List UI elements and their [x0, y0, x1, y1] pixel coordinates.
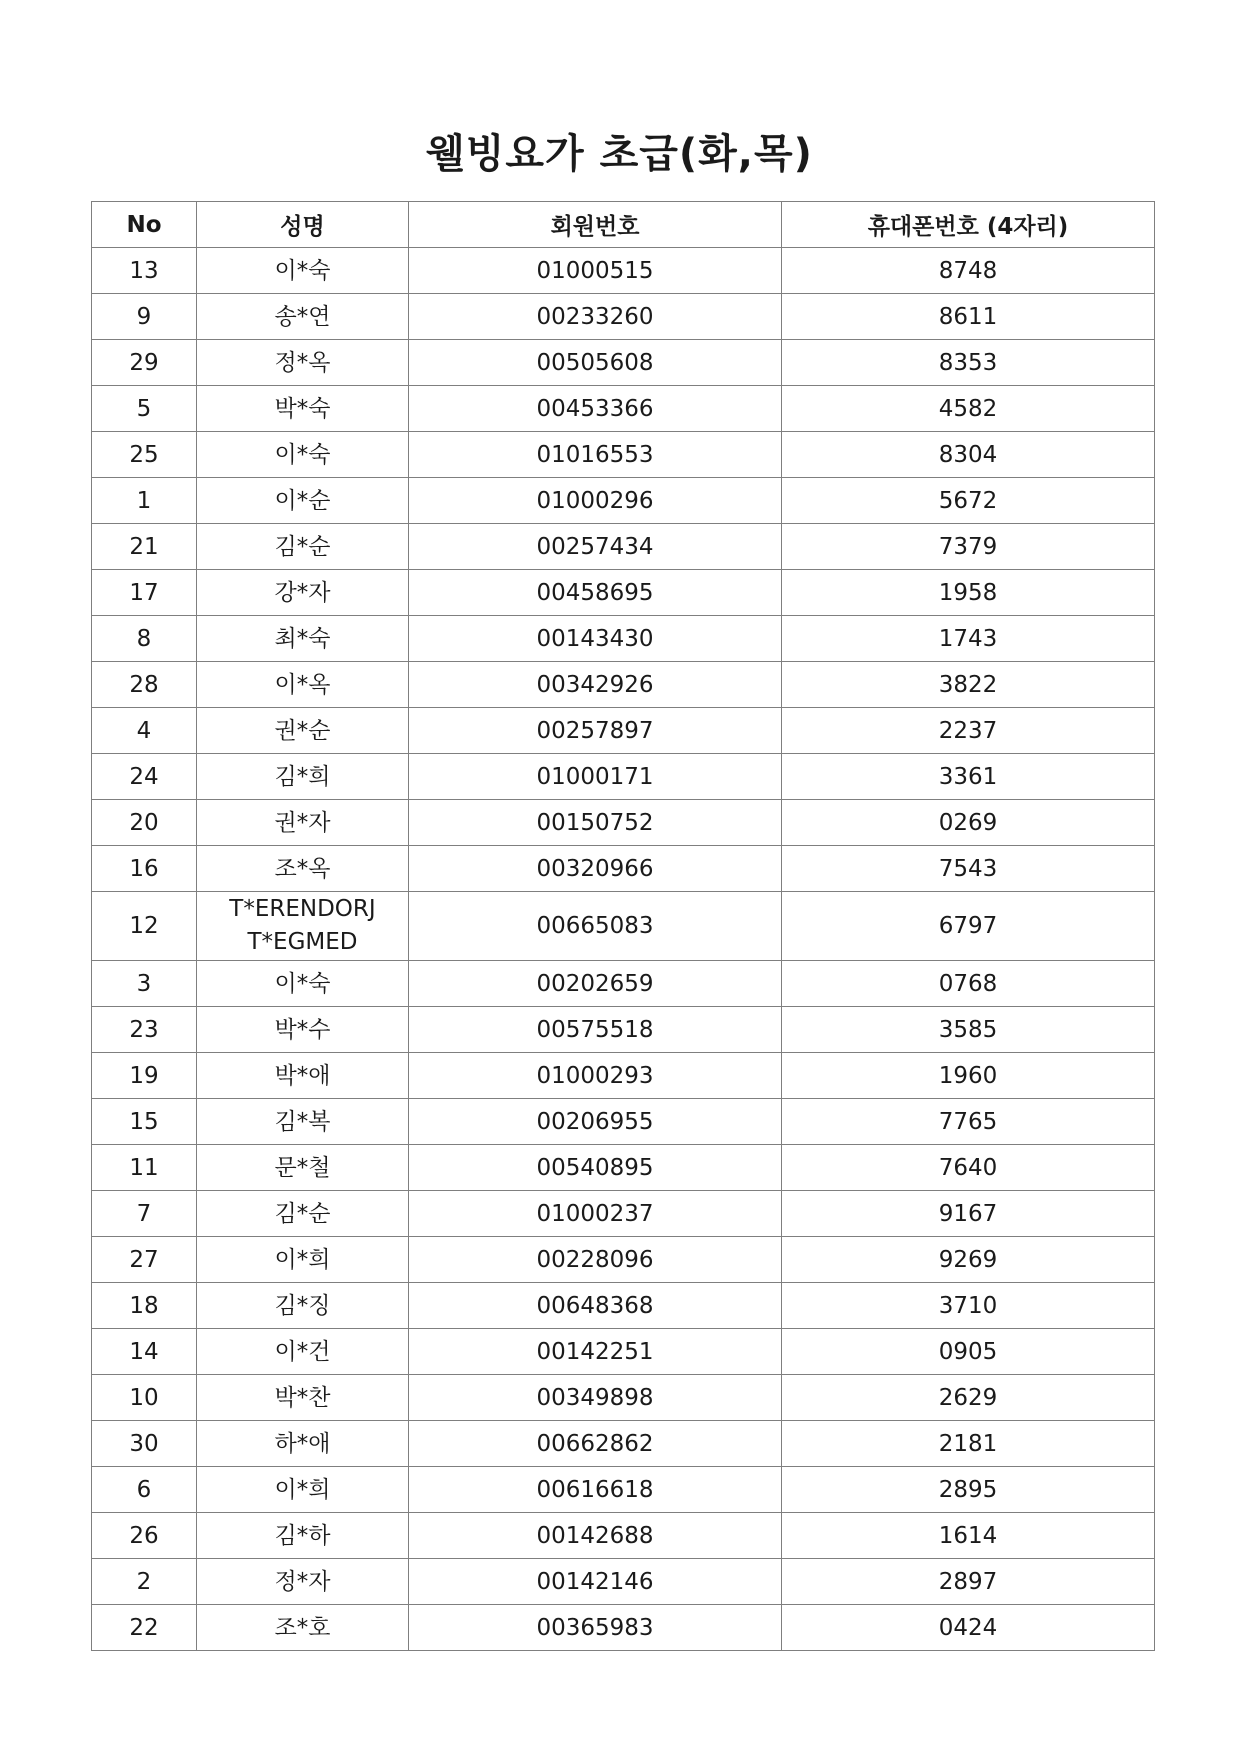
- member-name: 최*숙: [197, 616, 409, 662]
- row-no: 25: [92, 432, 197, 478]
- phone-last4: 3710: [782, 1283, 1155, 1329]
- row-no: 14: [92, 1329, 197, 1375]
- row-no: 26: [92, 1513, 197, 1559]
- row-no: 7: [92, 1191, 197, 1237]
- table-row: [92, 1375, 1155, 1421]
- member-name: 권*자: [197, 800, 409, 846]
- member-name: 정*자: [197, 1559, 409, 1605]
- row-no: 28: [92, 662, 197, 708]
- table-row: [92, 800, 1155, 846]
- table-row: [92, 1053, 1155, 1099]
- phone-last4: 9167: [782, 1191, 1155, 1237]
- member-name: 송*연: [197, 294, 409, 340]
- member-name: 이*희: [197, 1237, 409, 1283]
- member-name: 김*복: [197, 1099, 409, 1145]
- header-name: 성명: [197, 202, 409, 248]
- member-number: 00233260: [409, 294, 782, 340]
- row-no: 20: [92, 800, 197, 846]
- member-number: 00349898: [409, 1375, 782, 1421]
- phone-last4: 2181: [782, 1421, 1155, 1467]
- phone-last4: 2237: [782, 708, 1155, 754]
- member-name: 권*순: [197, 708, 409, 754]
- table-row: [92, 1145, 1155, 1191]
- member-name: 이*희: [197, 1467, 409, 1513]
- phone-last4: 2895: [782, 1467, 1155, 1513]
- member-number: 00142688: [409, 1513, 782, 1559]
- table-row: [92, 1191, 1155, 1237]
- table-row: [92, 1007, 1155, 1053]
- member-number: 00616618: [409, 1467, 782, 1513]
- row-no: 1: [92, 478, 197, 524]
- phone-last4: 6797: [782, 892, 1155, 961]
- row-no: 27: [92, 1237, 197, 1283]
- row-no: 4: [92, 708, 197, 754]
- member-name: 김*징: [197, 1283, 409, 1329]
- member-name: 이*건: [197, 1329, 409, 1375]
- table-row: [92, 524, 1155, 570]
- member-name: 이*숙: [197, 961, 409, 1007]
- member-name: 이*옥: [197, 662, 409, 708]
- row-no: 15: [92, 1099, 197, 1145]
- table-row: [92, 478, 1155, 524]
- member-name: 하*애: [197, 1421, 409, 1467]
- member-name: 김*순: [197, 524, 409, 570]
- table-row: [92, 1559, 1155, 1605]
- phone-last4: 1614: [782, 1513, 1155, 1559]
- row-no: 5: [92, 386, 197, 432]
- member-number: 00150752: [409, 800, 782, 846]
- member-number: 00257897: [409, 708, 782, 754]
- row-no: 11: [92, 1145, 197, 1191]
- member-number: 00202659: [409, 961, 782, 1007]
- table-row: [92, 754, 1155, 800]
- member-number: 00505608: [409, 340, 782, 386]
- member-name: 정*옥: [197, 340, 409, 386]
- row-no: 23: [92, 1007, 197, 1053]
- member-number: 00143430: [409, 616, 782, 662]
- member-name: 조*옥: [197, 846, 409, 892]
- member-number: 01000171: [409, 754, 782, 800]
- row-no: 3: [92, 961, 197, 1007]
- table-row: [92, 570, 1155, 616]
- roster-body: [92, 248, 1155, 1651]
- row-no: 12: [92, 892, 197, 961]
- table-row: [92, 662, 1155, 708]
- member-name: 김*하: [197, 1513, 409, 1559]
- phone-last4: 0905: [782, 1329, 1155, 1375]
- row-no: 10: [92, 1375, 197, 1421]
- table-row: [92, 846, 1155, 892]
- phone-last4: 0269: [782, 800, 1155, 846]
- phone-last4: 8353: [782, 340, 1155, 386]
- row-no: 29: [92, 340, 197, 386]
- row-no: 19: [92, 1053, 197, 1099]
- member-number: 01000296: [409, 478, 782, 524]
- row-no: 16: [92, 846, 197, 892]
- phone-last4: 8611: [782, 294, 1155, 340]
- table-row: [92, 294, 1155, 340]
- member-number: 00320966: [409, 846, 782, 892]
- phone-last4: 7543: [782, 846, 1155, 892]
- phone-last4: 0424: [782, 1605, 1155, 1651]
- header-member-number: 회원번호: [409, 202, 782, 248]
- phone-last4: 1958: [782, 570, 1155, 616]
- phone-last4: 8304: [782, 432, 1155, 478]
- table-row: [92, 1329, 1155, 1375]
- member-number: 00648368: [409, 1283, 782, 1329]
- phone-last4: 3822: [782, 662, 1155, 708]
- member-number: 00665083: [409, 892, 782, 961]
- member-name: 박*찬: [197, 1375, 409, 1421]
- table-row: [92, 248, 1155, 294]
- header-phone-last4: 휴대폰번호 (4자리): [782, 202, 1155, 248]
- member-number: 01000293: [409, 1053, 782, 1099]
- header-row: [92, 202, 1155, 248]
- member-number: 00365983: [409, 1605, 782, 1651]
- header-no: No: [92, 202, 197, 248]
- row-no: 30: [92, 1421, 197, 1467]
- member-name: 이*숙: [197, 248, 409, 294]
- member-number: 00257434: [409, 524, 782, 570]
- row-no: 24: [92, 754, 197, 800]
- member-name: 박*수: [197, 1007, 409, 1053]
- row-no: 17: [92, 570, 197, 616]
- member-name: 박*숙: [197, 386, 409, 432]
- phone-last4: 1743: [782, 616, 1155, 662]
- table-row: [92, 340, 1155, 386]
- phone-last4: 0768: [782, 961, 1155, 1007]
- member-number: 00575518: [409, 1007, 782, 1053]
- table-row: [92, 892, 1155, 961]
- table-row: [92, 1605, 1155, 1651]
- member-number: 00540895: [409, 1145, 782, 1191]
- phone-last4: 9269: [782, 1237, 1155, 1283]
- phone-last4: 7640: [782, 1145, 1155, 1191]
- member-number: 01000515: [409, 248, 782, 294]
- member-name: T*ERENDORJ T*EGMED: [197, 892, 409, 961]
- row-no: 18: [92, 1283, 197, 1329]
- member-number: 01000237: [409, 1191, 782, 1237]
- table-row: [92, 1513, 1155, 1559]
- page-title: 웰빙요가 초급(화,목): [426, 131, 813, 177]
- member-number: 00453366: [409, 386, 782, 432]
- phone-last4: 5672: [782, 478, 1155, 524]
- phone-last4: 7765: [782, 1099, 1155, 1145]
- member-name: 이*순: [197, 478, 409, 524]
- phone-last4: 8748: [782, 248, 1155, 294]
- phone-last4: 4582: [782, 386, 1155, 432]
- phone-last4: 2897: [782, 1559, 1155, 1605]
- table-row: [92, 961, 1155, 1007]
- member-number: 00142251: [409, 1329, 782, 1375]
- table-row: [92, 1099, 1155, 1145]
- member-number: 01016553: [409, 432, 782, 478]
- phone-last4: 3361: [782, 754, 1155, 800]
- row-no: 8: [92, 616, 197, 662]
- member-name: 이*숙: [197, 432, 409, 478]
- row-no: 13: [92, 248, 197, 294]
- table-row: [92, 1283, 1155, 1329]
- row-no: 9: [92, 294, 197, 340]
- member-name: 조*호: [197, 1605, 409, 1651]
- roster-table: [91, 201, 1155, 1651]
- row-no: 6: [92, 1467, 197, 1513]
- row-no: 22: [92, 1605, 197, 1651]
- table-row: [92, 1237, 1155, 1283]
- table-row: [92, 1467, 1155, 1513]
- table-row: [92, 432, 1155, 478]
- row-no: 2: [92, 1559, 197, 1605]
- member-name: 김*순: [197, 1191, 409, 1237]
- table-row: [92, 616, 1155, 662]
- member-number: 00458695: [409, 570, 782, 616]
- table-row: [92, 708, 1155, 754]
- table-row: [92, 386, 1155, 432]
- phone-last4: 7379: [782, 524, 1155, 570]
- member-name: 문*철: [197, 1145, 409, 1191]
- table-row: [92, 1421, 1155, 1467]
- member-number: 00228096: [409, 1237, 782, 1283]
- member-number: 00206955: [409, 1099, 782, 1145]
- row-no: 21: [92, 524, 197, 570]
- phone-last4: 3585: [782, 1007, 1155, 1053]
- member-name: 김*희: [197, 754, 409, 800]
- phone-last4: 2629: [782, 1375, 1155, 1421]
- member-number: 00342926: [409, 662, 782, 708]
- member-number: 00662862: [409, 1421, 782, 1467]
- phone-last4: 1960: [782, 1053, 1155, 1099]
- member-name: 강*자: [197, 570, 409, 616]
- member-name: 박*애: [197, 1053, 409, 1099]
- member-number: 00142146: [409, 1559, 782, 1605]
